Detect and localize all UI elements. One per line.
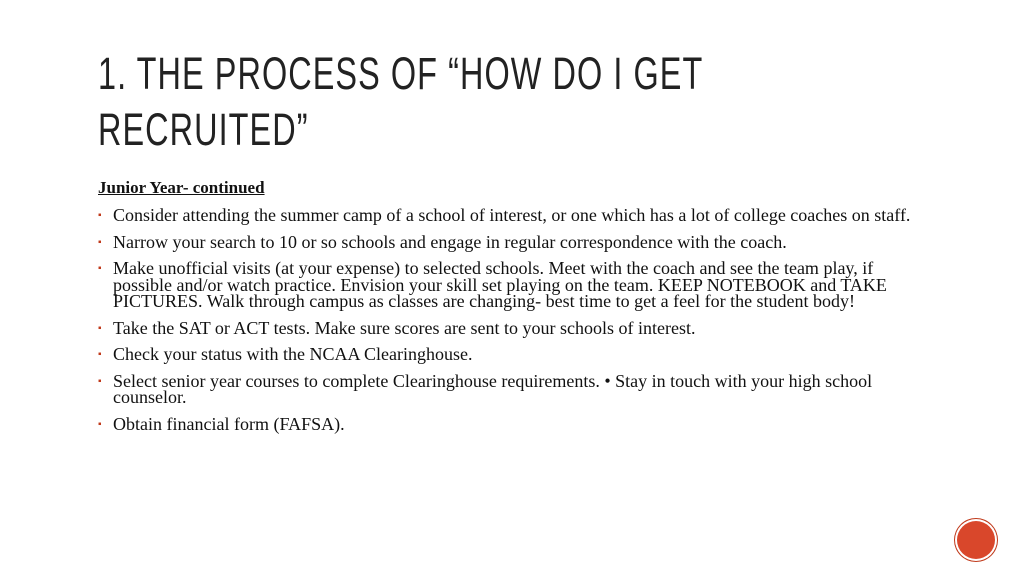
bullet-text: Narrow your search to 10 or so schools and engage in regular correspondence with the coach. — [113, 231, 787, 252]
bullet-item — [98, 370, 928, 407]
slide-title-line-2: RECRUITED” — [98, 104, 309, 155]
bullet-list — [98, 207, 928, 442]
slide-title-line-1: 1. THE PROCESS OF “HOW DO I GET — [98, 48, 704, 99]
bullet-item — [98, 231, 928, 252]
bullet-text: Make unofficial visits (at your expense) to selected schools. Meet with the coach and see the team play, if possible and/or watch practice. Envision your skill set playing on the team. KEEP NOTEBOOK and TAKE PICTURES. Walk through campus as classes are changing- best time to get a feel for the student body! — [113, 258, 887, 311]
square-bullet-icon: ▪ — [98, 322, 102, 334]
bullet-text: Consider attending the summer camp of a school of interest, or one which has a lot of college coaches on staff. — [113, 205, 911, 225]
bullet-text: Obtain financial form (FAFSA). — [113, 413, 345, 434]
bullet-item — [98, 207, 928, 224]
square-bullet-icon: ▪ — [98, 375, 102, 387]
slide-title — [98, 46, 704, 158]
bullet-text: Select senior year courses to complete Clearinghouse requirements. • Stay in touch with your high school counselor. — [113, 370, 873, 407]
bullet-item — [98, 317, 928, 338]
square-bullet-icon: ▪ — [98, 263, 102, 274]
bullet-item — [98, 260, 928, 310]
square-bullet-icon: ▪ — [98, 349, 102, 360]
square-bullet-icon: ▪ — [98, 418, 102, 430]
bullet-text: Take the SAT or ACT tests. Make sure scores are sent to your schools of interest. — [113, 317, 696, 338]
bullet-item — [98, 413, 928, 434]
slide-nav-button[interactable] — [957, 521, 995, 559]
square-bullet-icon: ▪ — [98, 236, 102, 248]
square-bullet-icon: ▪ — [98, 210, 102, 221]
bullet-item — [98, 346, 928, 363]
section-subheading: Junior Year- continued — [98, 178, 265, 197]
bullet-text: Check your status with the NCAA Clearinghouse. — [113, 344, 473, 364]
